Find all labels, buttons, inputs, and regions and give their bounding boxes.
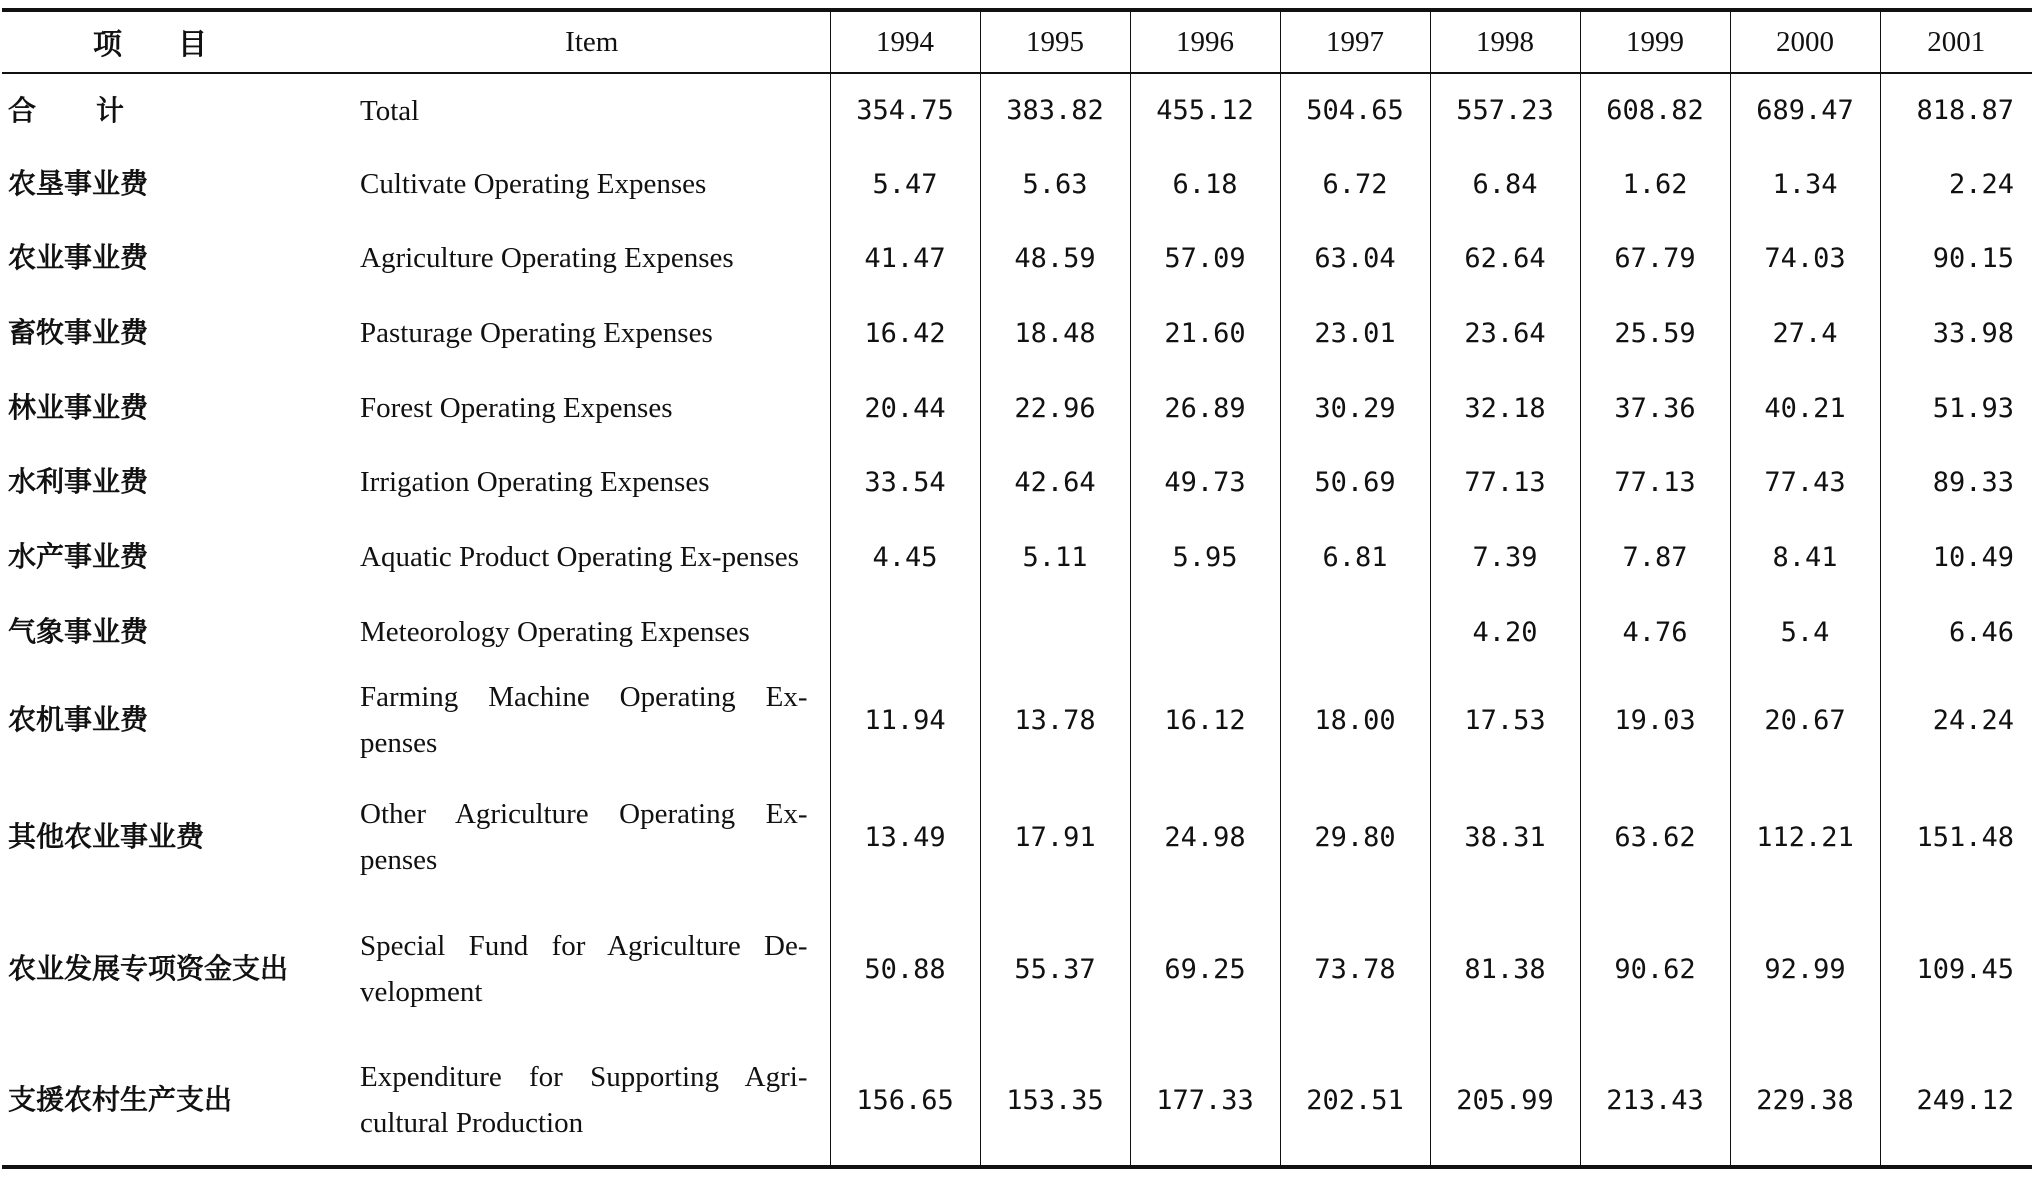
cell-value: 455.12 [1130,73,1280,147]
cell-value: 17.91 [980,771,1130,903]
row-label-en: Farming Machine Operating Ex-penses [360,681,808,759]
cell-value: 21.60 [1130,295,1280,371]
row-label-cn: 合计 [8,93,185,127]
cell-value: 55.37 [980,903,1130,1035]
cell-value: 90.15 [1880,221,2032,295]
cell-value: 5.47 [830,147,980,221]
cell-value: 23.64 [1430,295,1580,371]
cell-value: 40.21 [1730,371,1880,445]
header-year: 1996 [1130,10,1280,73]
row-label-cn: 农业事业费 [8,241,149,274]
cell-value: 383.82 [980,73,1130,147]
row-label-cn: 气象事业费 [8,615,149,648]
header-year: 1995 [980,10,1130,73]
cell-value: 818.87 [1880,73,2032,147]
cell-value: 17.53 [1430,669,1580,771]
cell-value: 29.80 [1280,771,1430,903]
cell-value: 504.65 [1280,73,1430,147]
row-label-en: Irrigation Operating Expenses [360,466,710,498]
cell-value: 2.24 [1880,147,2032,221]
cell-value: 51.93 [1880,371,2032,445]
cell-value: 30.29 [1280,371,1430,445]
cell-value: 6.46 [1880,595,2032,669]
cell-value: 24.24 [1880,669,2032,771]
cell-value: 153.35 [980,1035,1130,1167]
header-row [2,10,2032,73]
cell-value: 57.09 [1130,221,1280,295]
header-year: 2001 [1880,10,2032,73]
cell-value: 109.45 [1880,903,2032,1035]
header-item-en: Item [354,10,830,73]
header-year: 1994 [830,10,980,73]
cell-value: 18.00 [1280,669,1430,771]
cell-value: 67.79 [1580,221,1730,295]
cell-value: 6.18 [1130,147,1280,221]
cell-value: 18.48 [980,295,1130,371]
cell-value [1130,595,1280,669]
cell-value: 69.25 [1130,903,1280,1035]
cell-value: 1.34 [1730,147,1880,221]
cell-value: 16.12 [1130,669,1280,771]
cell-value [1280,595,1430,669]
table-row [2,445,2032,519]
table-body [2,73,2032,1167]
table-row [2,147,2032,221]
row-label-cn: 支援农村生产支出 [2,1035,354,1167]
cell-value: 63.04 [1280,221,1430,295]
table-row [2,519,2032,595]
row-label-en: Forest Operating Expenses [360,392,673,424]
row-label-en: Meteorology Operating Expenses [360,616,750,648]
row-label-cn: 其他农业事业费 [8,820,205,853]
header-item-cn: 项目 [2,10,354,73]
header-year: 1999 [1580,10,1730,73]
cell-value: 77.13 [1580,445,1730,519]
cell-value: 608.82 [1580,73,1730,147]
cell-value: 22.96 [980,371,1130,445]
row-label-cn: 畜牧事业费 [8,316,149,349]
row-label-en: Aquatic Product Operating Ex-penses [360,541,799,573]
cell-value: 25.59 [1580,295,1730,371]
table-row [2,221,2032,295]
cell-value: 19.03 [1580,669,1730,771]
cell-value: 48.59 [980,221,1130,295]
table-row [2,371,2032,445]
cell-value: 177.33 [1130,1035,1280,1167]
cell-value: 77.43 [1730,445,1880,519]
table-row [2,903,2032,1035]
cell-value: 73.78 [1280,903,1430,1035]
row-label-en: Other Agriculture Operating Ex-penses [360,798,808,876]
row-label-en: Agriculture Operating Expenses [360,242,734,274]
cell-value [830,595,980,669]
cell-value: 33.98 [1880,295,2032,371]
cell-value: 90.62 [1580,903,1730,1035]
cell-value: 13.49 [830,771,980,903]
cell-value: 20.44 [830,371,980,445]
cell-value: 5.63 [980,147,1130,221]
cell-value: 62.64 [1430,221,1580,295]
cell-value: 5.4 [1730,595,1880,669]
cell-value: 20.67 [1730,669,1880,771]
cell-value: 6.72 [1280,147,1430,221]
cell-value: 6.84 [1430,147,1580,221]
cell-value: 74.03 [1730,221,1880,295]
cell-value: 8.41 [1730,519,1880,595]
row-label-en: Pasturage Operating Expenses [360,317,713,349]
cell-value: 4.20 [1430,595,1580,669]
row-label-cn: 农垦事业费 [8,167,149,200]
expenditure-table [2,8,2032,1169]
cell-value: 32.18 [1430,371,1580,445]
cell-value: 6.81 [1280,519,1430,595]
table-row [2,771,2032,903]
row-label-cn: 林业事业费 [8,391,149,424]
cell-value: 202.51 [1280,1035,1430,1167]
cell-value: 38.31 [1430,771,1580,903]
table-row [2,1035,2032,1167]
cell-value: 5.95 [1130,519,1280,595]
cell-value: 354.75 [830,73,980,147]
row-label-cn: 农机事业费 [8,703,149,736]
cell-value: 7.87 [1580,519,1730,595]
cell-value: 23.01 [1280,295,1430,371]
row-label-en: Special Fund for Agriculture De-velopment [360,930,808,1008]
cell-value: 27.4 [1730,295,1880,371]
cell-value: 689.47 [1730,73,1880,147]
cell-value: 13.78 [980,669,1130,771]
cell-value: 205.99 [1430,1035,1580,1167]
cell-value: 33.54 [830,445,980,519]
row-label-en: Expenditure for Supporting Agri-cultural Production [354,1035,830,1167]
cell-value: 4.45 [830,519,980,595]
cell-value: 63.62 [1580,771,1730,903]
table-row [2,295,2032,371]
cell-value: 24.98 [1130,771,1280,903]
cell-value: 81.38 [1430,903,1580,1035]
cell-value: 37.36 [1580,371,1730,445]
cell-value: 41.47 [830,221,980,295]
cell-value: 50.69 [1280,445,1430,519]
header-year: 1998 [1430,10,1580,73]
row-label-cn: 水利事业费 [8,465,149,498]
cell-value: 16.42 [830,295,980,371]
cell-value: 77.13 [1430,445,1580,519]
cell-value: 151.48 [1880,771,2032,903]
table-row [2,669,2032,771]
cell-value [980,595,1130,669]
cell-value: 7.39 [1430,519,1580,595]
cell-value: 26.89 [1130,371,1280,445]
header-year: 2000 [1730,10,1880,73]
row-label-en: Cultivate Operating Expenses [360,168,707,200]
row-label-cn: 农业发展专项资金支出 [8,952,289,985]
cell-value: 4.76 [1580,595,1730,669]
table-row [2,73,2032,147]
row-label-cn: 水产事业费 [8,540,149,573]
cell-value: 249.12 [1880,1035,2032,1167]
cell-value: 213.43 [1580,1035,1730,1167]
cell-value: 156.65 [830,1035,980,1167]
header-year: 1997 [1280,10,1430,73]
cell-value: 557.23 [1430,73,1580,147]
cell-value: 49.73 [1130,445,1280,519]
cell-value: 10.49 [1880,519,2032,595]
cell-value: 229.38 [1730,1035,1880,1167]
cell-value: 42.64 [980,445,1130,519]
cell-value: 11.94 [830,669,980,771]
cell-value: 112.21 [1730,771,1880,903]
table-row [2,595,2032,669]
cell-value: 92.99 [1730,903,1880,1035]
cell-value: 1.62 [1580,147,1730,221]
cell-value: 5.11 [980,519,1130,595]
row-label-en: Total [360,94,420,127]
cell-value: 89.33 [1880,445,2032,519]
cell-value: 50.88 [830,903,980,1035]
